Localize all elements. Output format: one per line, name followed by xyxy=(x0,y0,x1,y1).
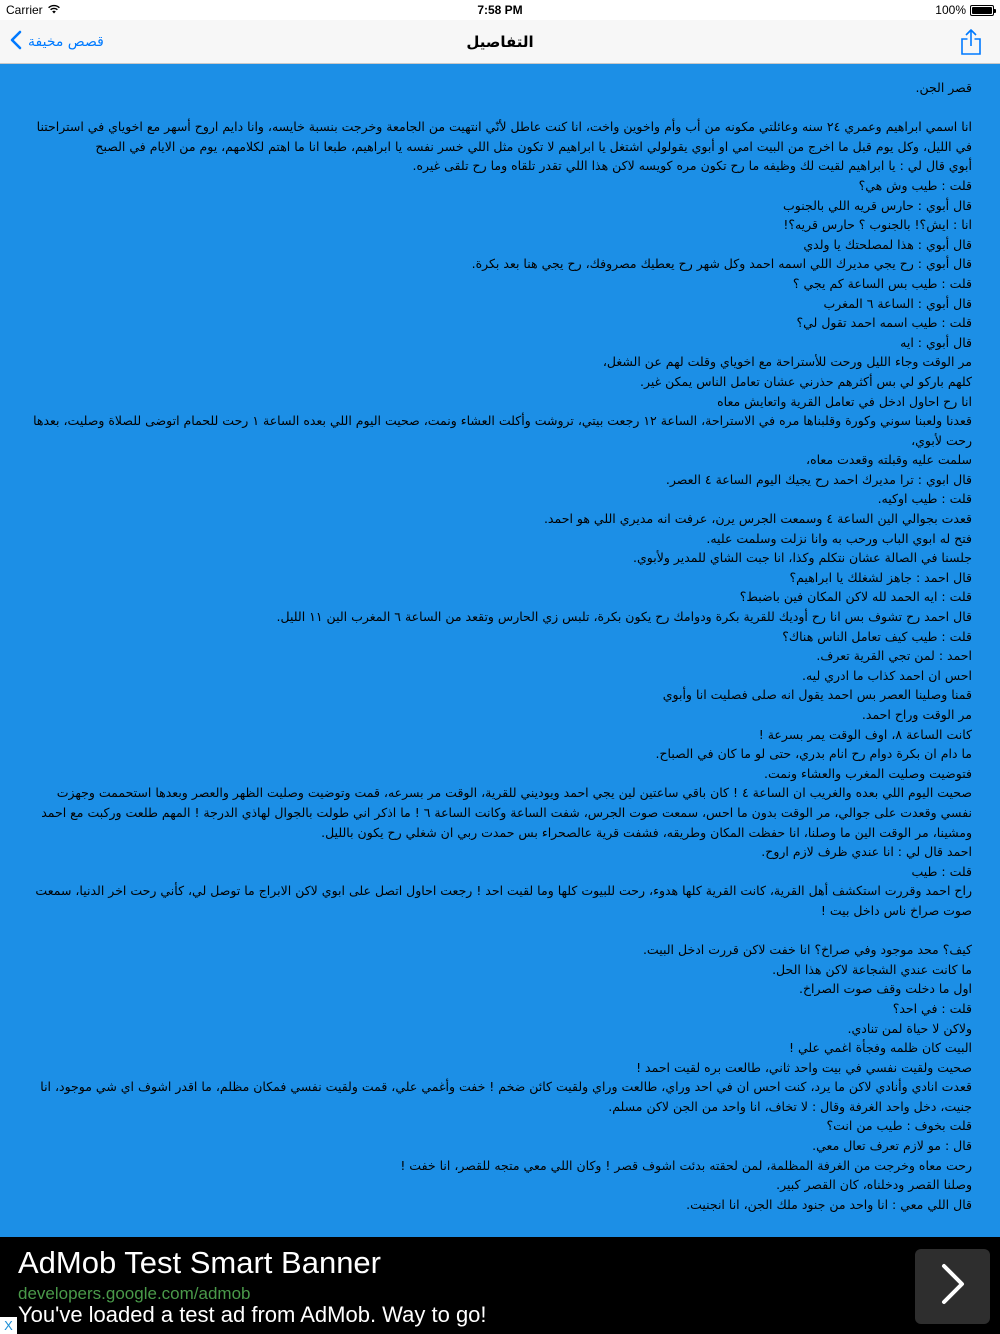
ad-open-button[interactable] xyxy=(915,1249,990,1324)
navigation-bar xyxy=(0,20,1000,64)
ad-url: developers.google.com/admob xyxy=(18,1284,251,1303)
share-button[interactable] xyxy=(960,28,982,60)
battery-percent: 100% xyxy=(935,3,966,17)
carrier-label: Carrier xyxy=(6,3,43,17)
ad-banner[interactable] xyxy=(0,1237,1000,1334)
back-button-label: قصص مخيفة xyxy=(28,34,104,50)
page-title: التفاصيل xyxy=(466,33,534,51)
share-icon xyxy=(960,41,982,60)
status-bar xyxy=(0,0,1000,20)
ad-title: AdMob Test Smart Banner xyxy=(18,1245,381,1280)
battery-icon xyxy=(970,5,994,16)
clock: 7:58 PM xyxy=(477,3,523,17)
battery-fill xyxy=(972,7,992,14)
ad-description: You've loaded a test ad from AdMob. Way to go! xyxy=(18,1302,487,1327)
ad-choices-button[interactable]: X xyxy=(0,1317,17,1334)
story-content-area[interactable] xyxy=(0,64,1000,1237)
story-text: قصر الجن. انا اسمي ابراهيم وعمري ٢٤ سنه وعائلتي مكونه من أب وأم واخوين واخت، انا كنت عاطل لأنّي انتهيت من الجامعة وخرجت بنسبة خايسه، وانا دايم اروح أسهر مع اخوياي في استراحتنا في الليل، وكل يوم قبل ما اخرج من البيت امي او أبوي يقولولي اشتغل يا ابراهيم لا تكون مثل اللي خسر نفسه يا ابراهيم، طبعا انا ما اهتم لكلامهم، يوم من الايام في الصبح أبوي قال لي : يا ابراهيم لقيت لك وظيفه ما رح تكون مره كويسه لاكن هذا اللي تقدر تلقاه وما رح تلقى غيره. قلت : طيب وش هي؟ قال أبوي : حارس قريه اللي بالجنوب انا : ايش؟! بالجنوب ؟ حارس قريه؟! قال أبوي : هذا لمصلحتك يا ولدي قال أبوي : رح يجي مديرك اللي اسمه احمد وكل شهر رح يعطيك مصروفك، رح يجي هنا بعد بكرة. قلت : طيب بس الساعة كم يجي ؟ قال أبوي : الساعة ٦ المغرب قلت : طيب اسمه احمد تقول لي؟ قال أبوي : ايه مر الوقت وجاء الليل ورحت للأستراحة مع اخوياي وقلت لهم عن الشغل، كلهم باركو لي بس أكثرهم حذرني عشان تعامل الناس يمكن غير. انا رح احاول ادخل في تعامل القرية واتعايش معاه قعدنا ولعبنا سوني وكورة وقلبناها مره في الاستراحة، الساعة ١٢ رجعت بيتي، تروشت وأكلت العشاء ونمت، صحيت اليوم اللي بعده الساعة ١ رحت للحمام اتوضى للصلاة وصليت، بعدها رحت لأبوي، سلمت عليه وقبلته وقعدت معاه، قال ابوي : ترا مديرك احمد رح يجيك اليوم الساعة ٤ العصر. قلت : طيب اوكيه. قعدت بجوالي الين الساعة ٤ وسمعت الجرس يرن، عرفت انه مديري اللي هو احمد. فتح له ابوي الباب ورحب به وانا نزلت وسلمت عليه. جلسنا في الصالة عشان نتكلم وكذا، انا جبت الشاي للمدير ولأبوي. قال احمد : جاهز لشغلك يا ابراهيم؟ قلت : ايه الحمد لله لاكن المكان فين باضبط؟ قال احمد رح تشوف بس انا رح أوديك للقرية بكرة ودوامك رح يكون بكرة، تلبس زي الحارس وتقعد من الساعة ٦ المغرب الين ١١ الليل. قلت : طيب كيف تعامل الناس هناك؟ احمد : لمن تجي القرية تعرف. احس ان احمد كذاب ما ادري ليه. قمنا وصلينا العصر بس احمد يقول انه صلى فصليت انا وأبوي مر الوقت وراح احمد. كانت الساعة ٨، اوف الوقت يمر بسرعة ! ما دام ان بكرة دوام رح انام بدري، حتى لو ما كان في الصباح. فتوضيت وصليت المغرب والعشاء ونمت. صحيت اليوم اللي بعده والغريب ان الساعة ٤ ! كان باقي ساعتين لين يجي احمد ويوديني للقرية، الوقت مر بسرعه، قمت وتوضيت وصليت الظهر والعصر وبعدها استحممت وجهزت نفسي وقعدت على جوالي، مر الوقت بدون ما احس، سمعت صوت الجرس، شفت الساعة وكانت الساعة ٦ ! ما اذكر اني طولت بالجوال لهاذي الدرجة ! المهم طلعت وركبت مع احمد ومشينا، مر الوقت الين ما وصلنا، انا حفظت المكان وطريقه، فشفت قرية عالصحراء بس حمدت ربي ان شغلي رح يكون بالليل. احمد قال لي : انا عندي ظرف لازم اروح. قلت : طيب راح احمد وقررت استكشف أهل القرية، كانت القرية كلها هدوء، رحت للبيوت كلها وما لقيت احد ! رجعت احاول اتصل على ابوي لاكن الابراج ما توصل لي، كأني رحت اخر الدنيا، سمعت صوت صراخ ناس داخل بيت ! كيف؟ محد موجود وفي صراخ؟ انا خفت لاكن قررت ادخل البيت. ما كانت عندي الشجاعة لاكن هذا الحل. اول ما دخلت وقف صوت الصراخ. قلت : في احد؟ ولاكن لا حياة لمن تنادي. البيت كان ظلمه وفجأة اغمي علي ! صحيت ولقيت نفسي في بيت واحد ثاني، طالعت بره لقيت احمد ! قعدت انادي وأنادي لاكن ما يرد، كنت احس ان في احد وراي، طالعت وراي ولقيت كائن ضخم ! خفت وأغمي علي، قمت ولقيت نفسي فمكان مظلم، ما اقدر اشوف اي شي موجود، انا جنيت، دخل واحد الغرفة وقال : لا تخاف، انا واحد من الجن لاكن مسلم. قلت بخوف : طيب من انت؟ قال : مو لازم تعرف تعال معي. رحت معاه وخرجت من الغرفة المظلمة، لمن لحقته بدئت اشوف قصر ! وكان اللي معي متجه للقصر، انا خفت ! وصلنا القصر ودخلناه، كان القصر كبير. قال اللي معي : انا واحد من جنود ملك الجن، انا انجنيت. xyxy=(33,80,972,1212)
chevron-right-icon xyxy=(938,1262,968,1311)
battery-indicator xyxy=(935,3,994,17)
